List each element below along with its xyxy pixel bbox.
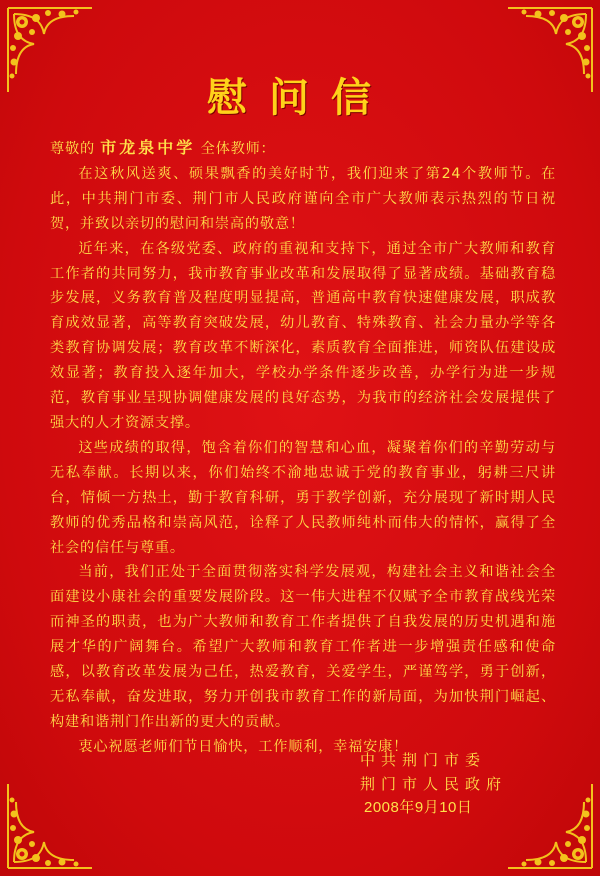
floral-corner-icon [504,780,596,872]
school-name: 市龙泉中学 [100,138,196,157]
salutation [50,136,556,162]
paragraph-1: 在这秋风送爽、硕果飘香的美好时节，我们迎来了第24个教师节。在此，中共荆门市委、荆门市人民政府谨向全市广大教师表示热烈的节日祝贺，并致以亲切的慰问和崇高的敬意！ [50,165,556,232]
floral-corner-icon [4,780,96,872]
letter-body [50,136,556,760]
signature-party-committee: 中共荆门市委 [360,751,487,769]
letter-date: 2008年9月10日 [364,799,473,816]
signature-government: 荆门市人民政府 [360,775,508,793]
salutation-suffix: 全体教师： [200,141,276,157]
paragraph-2: 近年来，在各级党委、政府的重视和支持下，通过全市广大教师和教育工作者的共同努力，我市教育事业改革和发展取得了显著成绩。基础教育稳步发展，义务教育普及程度明显提高，普通高中教育快速健康发展，职成教育成效显著，高等教育突破发展，幼儿教育、特殊教育、社会力量办学等各类教育协调发展；教育改革不断深化，素质教育全面推进，师资队伍建设成效显著；教育投入逐年加大，学校办学条件逐步改善，办学行为进一步规范，教育事业呈现协调健康发展的良好态势，为我市的经济社会发展提供了强大的人才资源支撑。 [50,240,556,431]
floral-corner-ornament-bottom-left [4,780,96,872]
paragraph-4: 当前，我们正处于全面贯彻落实科学发展观，构建社会主义和谐社会全面建设小康社会的重要发展阶段。这一伟大进程不仅赋予全市教育战线光荣而神圣的职责，也为广大教师和教育工作者提供了自我发展的历史机遇和施展才华的广阔舞台。希望广大教师和教育工作者进一步增强责任感和使命感，以教育改革发展为己任，热爱教育，关爱学生，严谨笃学，勇于创新，无私奉献，奋发进取，努力开创我市教育工作的新局面，为加快荆门崛起、构建和谐荆门作出新的更大的贡献。 [50,564,556,730]
salutation-prefix: 尊敬的 [50,141,95,157]
signature-block [360,748,507,820]
floral-corner-ornament-bottom-right [504,780,596,872]
letter-title: 慰问信 [207,74,393,121]
paragraph-3: 这些成绩的取得，饱含着你们的智慧和心血，凝聚着你们的辛勤劳动与无私奉献。长期以来，你们始终不渝地忠诚于党的教育事业，躬耕三尺讲台，情倾一方热土，勤于教育科研，勇于教学创新，充分展现了新时期人民教师的优秀品格和崇高风范，诠释了人民教师纯朴而伟大的情怀，赢得了全社会的信任与尊重。 [50,439,556,556]
paragraph-5: 衷心祝愿老师们节日愉快，工作顺利，幸福安康！ [78,738,409,755]
